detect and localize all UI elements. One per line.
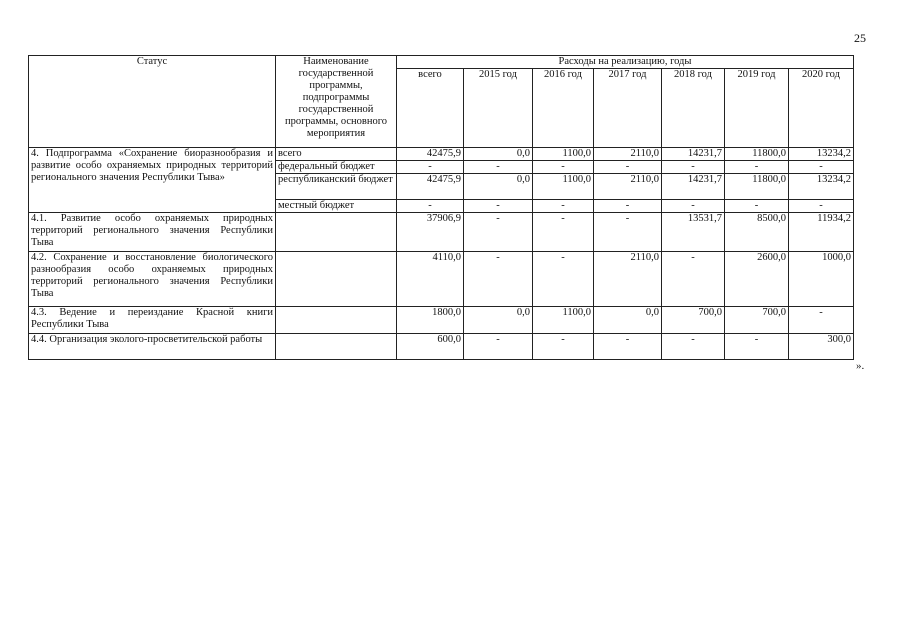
table-cell: - [725, 334, 789, 360]
table-cell: - [789, 200, 854, 213]
table-cell: 600,0 [397, 334, 464, 360]
subprogram-status: 4. Подпрограмма «Сохранение биоразнообразия и развитие особо охраняемых природных территорий регионального значения Республики Тыва» [29, 148, 276, 213]
table-cell: - [594, 200, 662, 213]
table-row [29, 334, 854, 360]
header-status: Статус [29, 56, 276, 148]
expenses-table [28, 55, 854, 360]
table-row [29, 307, 854, 334]
empty-cell [276, 307, 397, 334]
table-cell: 0,0 [464, 174, 533, 200]
header-expenses: Расходы на реализацию, годы [397, 56, 854, 69]
table-cell: 2110,0 [594, 148, 662, 161]
table-row [29, 252, 854, 307]
table-cell: 14231,7 [662, 174, 725, 200]
table-cell: 4110,0 [397, 252, 464, 307]
table-cell: - [789, 161, 854, 174]
table-cell: - [464, 161, 533, 174]
table-cell: 0,0 [464, 307, 533, 334]
table-cell: 700,0 [725, 307, 789, 334]
table-cell: 14231,7 [662, 148, 725, 161]
table-row [29, 213, 854, 252]
header-year: 2016 год [533, 69, 594, 148]
table-cell: - [533, 161, 594, 174]
table-cell: - [662, 252, 725, 307]
table-cell: 2110,0 [594, 252, 662, 307]
table-cell: - [725, 200, 789, 213]
empty-cell [276, 252, 397, 307]
header-year: всего [397, 69, 464, 148]
table-cell: - [594, 161, 662, 174]
table-cell: 13234,2 [789, 148, 854, 161]
table-cell: 8500,0 [725, 213, 789, 252]
table-cell: 1100,0 [533, 174, 594, 200]
table-cell: 13234,2 [789, 174, 854, 200]
table-cell: 1100,0 [533, 307, 594, 334]
header-year: 2019 год [725, 69, 789, 148]
table-cell: - [464, 200, 533, 213]
table-cell: - [594, 213, 662, 252]
table-cell: - [662, 334, 725, 360]
table-cell: 1800,0 [397, 307, 464, 334]
table-cell: 42475,9 [397, 174, 464, 200]
table-cell: - [397, 161, 464, 174]
table-cell: - [662, 161, 725, 174]
empty-cell [276, 334, 397, 360]
funding-source: республиканский бюджет [276, 174, 397, 200]
empty-cell [276, 213, 397, 252]
table-cell: - [464, 334, 533, 360]
closing-quote: ». [856, 360, 865, 372]
table-cell: - [533, 200, 594, 213]
funding-source: федеральный бюджет [276, 161, 397, 174]
table-cell: - [533, 213, 594, 252]
activity-status: 4.3. Ведение и переиздание Красной книги Республики Тыва [29, 307, 276, 334]
header-year: 2020 год [789, 69, 854, 148]
table-row [29, 148, 854, 161]
activity-status: 4.4. Организация эколого-просветительской работы [29, 334, 276, 360]
table-cell: 700,0 [662, 307, 725, 334]
table-cell: - [662, 200, 725, 213]
table-cell: 0,0 [594, 307, 662, 334]
table-cell: 1000,0 [789, 252, 854, 307]
table-cell: - [533, 252, 594, 307]
table-cell: - [594, 334, 662, 360]
table-cell: 42475,9 [397, 148, 464, 161]
table-cell: - [397, 200, 464, 213]
activity-status: 4.1. Развитие особо охраняемых природных территорий регионального значения Республики Тыва [29, 213, 276, 252]
table-cell: 2600,0 [725, 252, 789, 307]
table-cell: - [464, 213, 533, 252]
header-year: 2015 год [464, 69, 533, 148]
table-cell: - [725, 161, 789, 174]
page-number: 25 [854, 31, 866, 45]
table-cell: 0,0 [464, 148, 533, 161]
header-row [29, 56, 854, 69]
table-cell: - [464, 252, 533, 307]
header-year: 2018 год [662, 69, 725, 148]
table-cell: 2110,0 [594, 174, 662, 200]
table-cell: 300,0 [789, 334, 854, 360]
header-program-name: Наименование государственной программы, подпрограммы государственной программы, основного мероприятия [276, 56, 397, 148]
funding-source: местный бюджет [276, 200, 397, 213]
table-cell: 11934,2 [789, 213, 854, 252]
table-cell: 1100,0 [533, 148, 594, 161]
activity-status: 4.2. Сохранение и восстановление биологического разнообразия особо охраняемых природных территорий регионального значения Республики Тыва [29, 252, 276, 307]
table-cell: 11800,0 [725, 148, 789, 161]
table-cell: 37906,9 [397, 213, 464, 252]
header-year: 2017 год [594, 69, 662, 148]
table-cell: - [789, 307, 854, 334]
table-cell: 13531,7 [662, 213, 725, 252]
funding-source: всего [276, 148, 397, 161]
table-cell: 11800,0 [725, 174, 789, 200]
table-cell: - [533, 334, 594, 360]
